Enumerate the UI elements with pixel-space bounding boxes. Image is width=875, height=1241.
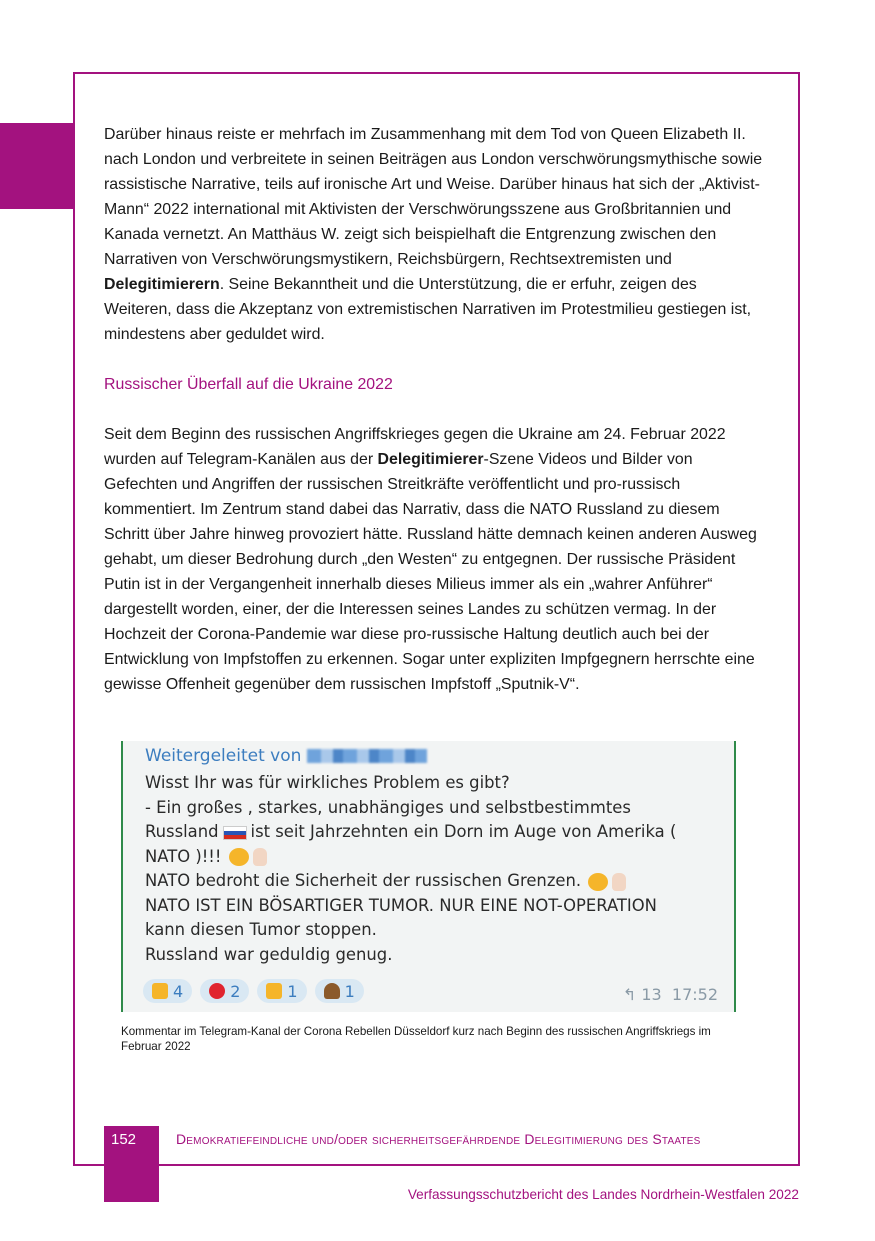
pointing-finger-icon xyxy=(612,873,626,891)
reaction-thumbs-up xyxy=(143,979,192,1003)
forwarded-header xyxy=(145,745,427,767)
message-time: 17:52 xyxy=(671,985,718,1004)
paragraph-1-text-a: Darüber hinaus reiste er mehrfach im Zusammenhang mit dem Tod von Queen Elizabeth II. nach London und verbreitete in seinen Beiträgen aus London verschwörungsmythische sowie rassistische Narrative, teils auf ironische Art und Weise. Darüber hinaus hat sich der „Aktivist-Mann“ 2022 international mit Aktivisten der Verschwörungsszene aus Großbritannien und Kanada vernetzt. An Matthäus W. zeigt sich beispielhaft die Entgrenzung zwischen den Narrativen von Verschwörungsmystikern, Reichsbürgern, Rechtsextremisten und xyxy=(104,126,763,268)
thumbs-up-icon xyxy=(152,983,168,999)
chapter-tab-marker xyxy=(0,123,75,209)
paragraph-2-text-a: Seit dem Beginn des russischen Angriffskrieges gegen die Ukraine am 24. Februar 2022 wurden auf Telegram-Kanälen aus der xyxy=(104,426,726,468)
paragraph-1-text-b: . Seine Bekanntheit und die Unterstützung, die er erfuhr, zeigen des Weiteren, dass die Akzeptanz von extremistischen Narrativen im Protestmilieu gestiegen ist, mindestens aber geduldet wird. xyxy=(104,276,752,343)
reaction-count: 2 xyxy=(230,981,241,1001)
body-text xyxy=(104,122,766,697)
figure-caption: Kommentar im Telegram-Kanal der Corona Rebellen Düsseldorf kurz nach Beginn des russischen Angriffskriegs im Februar 2022 xyxy=(121,1025,711,1053)
page-number: 152 xyxy=(111,1131,137,1148)
telegram-message-screenshot xyxy=(121,741,736,1012)
paragraph-1-bold-term: Delegitimierern xyxy=(104,276,220,293)
pointing-finger-icon xyxy=(253,848,267,866)
reaction-thumbs-down xyxy=(257,979,306,1003)
message-line xyxy=(145,869,725,894)
forwarded-label: Weitergeleitet von xyxy=(145,746,302,766)
paragraph-2 xyxy=(104,422,766,697)
message-text: ist seit Jahrzehnten ein Dorn im Auge von Amerika ( xyxy=(250,822,677,841)
smiling-face-icon xyxy=(588,873,608,891)
message-line: kann diesen Tumor stoppen. xyxy=(145,920,377,939)
publication-footer: Verfassungsschutzbericht des Landes Nordrhein-Westfalen 2022 xyxy=(407,1187,799,1202)
reaction-count: 4 xyxy=(173,981,184,1001)
paragraph-1 xyxy=(104,122,766,347)
blurred-sender-name xyxy=(307,749,427,763)
message-line: - Ein großes , starkes, unabhängiges und selbstbestimmtes xyxy=(145,797,631,817)
poop-icon xyxy=(324,983,340,999)
message-line xyxy=(145,845,725,870)
reaction-count: 1 xyxy=(287,981,298,1001)
message-meta xyxy=(623,985,718,1004)
paragraph-2-bold-term: Delegitimierer xyxy=(377,451,484,468)
message-line: Russland war geduldig genug. xyxy=(145,944,393,964)
thumbs-down-icon xyxy=(266,983,282,999)
reaction-poop xyxy=(315,979,364,1003)
message-line xyxy=(145,820,725,845)
reaction-count: 1 xyxy=(344,981,355,1001)
message-text: Russland xyxy=(145,822,219,841)
message-line: Wisst Ihr was für wirkliches Problem es gibt? xyxy=(145,773,510,792)
message-line: NATO IST EIN BÖSARTIGER TUMOR. NUR EINE NOT-OPERATION xyxy=(145,895,657,915)
reaction-heart xyxy=(200,979,249,1003)
running-head: Demokratiefeindliche und/oder sicherheitsgefährdende Delegitimierung des Staates xyxy=(176,1131,701,1147)
smiling-face-icon xyxy=(229,848,249,866)
russian-flag-icon xyxy=(223,826,247,840)
message-body xyxy=(145,771,725,967)
message-text: NATO bedroht die Sicherheit der russischen Grenzen. xyxy=(145,871,582,890)
reaction-bar xyxy=(143,979,364,1003)
heart-icon xyxy=(209,983,225,999)
forward-count: ↰ 13 xyxy=(622,985,662,1004)
section-subheading: Russischer Überfall auf die Ukraine 2022 xyxy=(104,376,393,393)
message-text: NATO )!!! xyxy=(145,846,222,866)
paragraph-2-text-b: -Szene Videos und Bilder von Gefechten und Angriffen der russischen Streitkräfte veröffentlicht und pro-russisch kommentiert. Im Zentrum stand dabei das Narrativ, dass die NATO Russland zu diesem Schritt über Jahre hinweg provoziert hätte. Russland hätte demnach keinen anderen Ausweg gehabt, um dieser Bedrohung durch „den Westen“ zu entgegnen. Der russische Präsident Putin ist in der Vergangenheit innerhalb dieses Milieus immer als ein „wahrer Anführer“ dargestellt worden, einer, der die Interessen seines Landes zu schützen vermag. In der Hochzeit der Corona-Pandemie war diese pro-russische Haltung deutlich auch bei der Entwicklung von Impfstoffen zu erkennen. Sogar unter expliziten Impfgegnern herrschte eine gewisse Offenheit gegenüber dem russischen Impfstoff „Sputnik-V“. xyxy=(104,451,757,693)
